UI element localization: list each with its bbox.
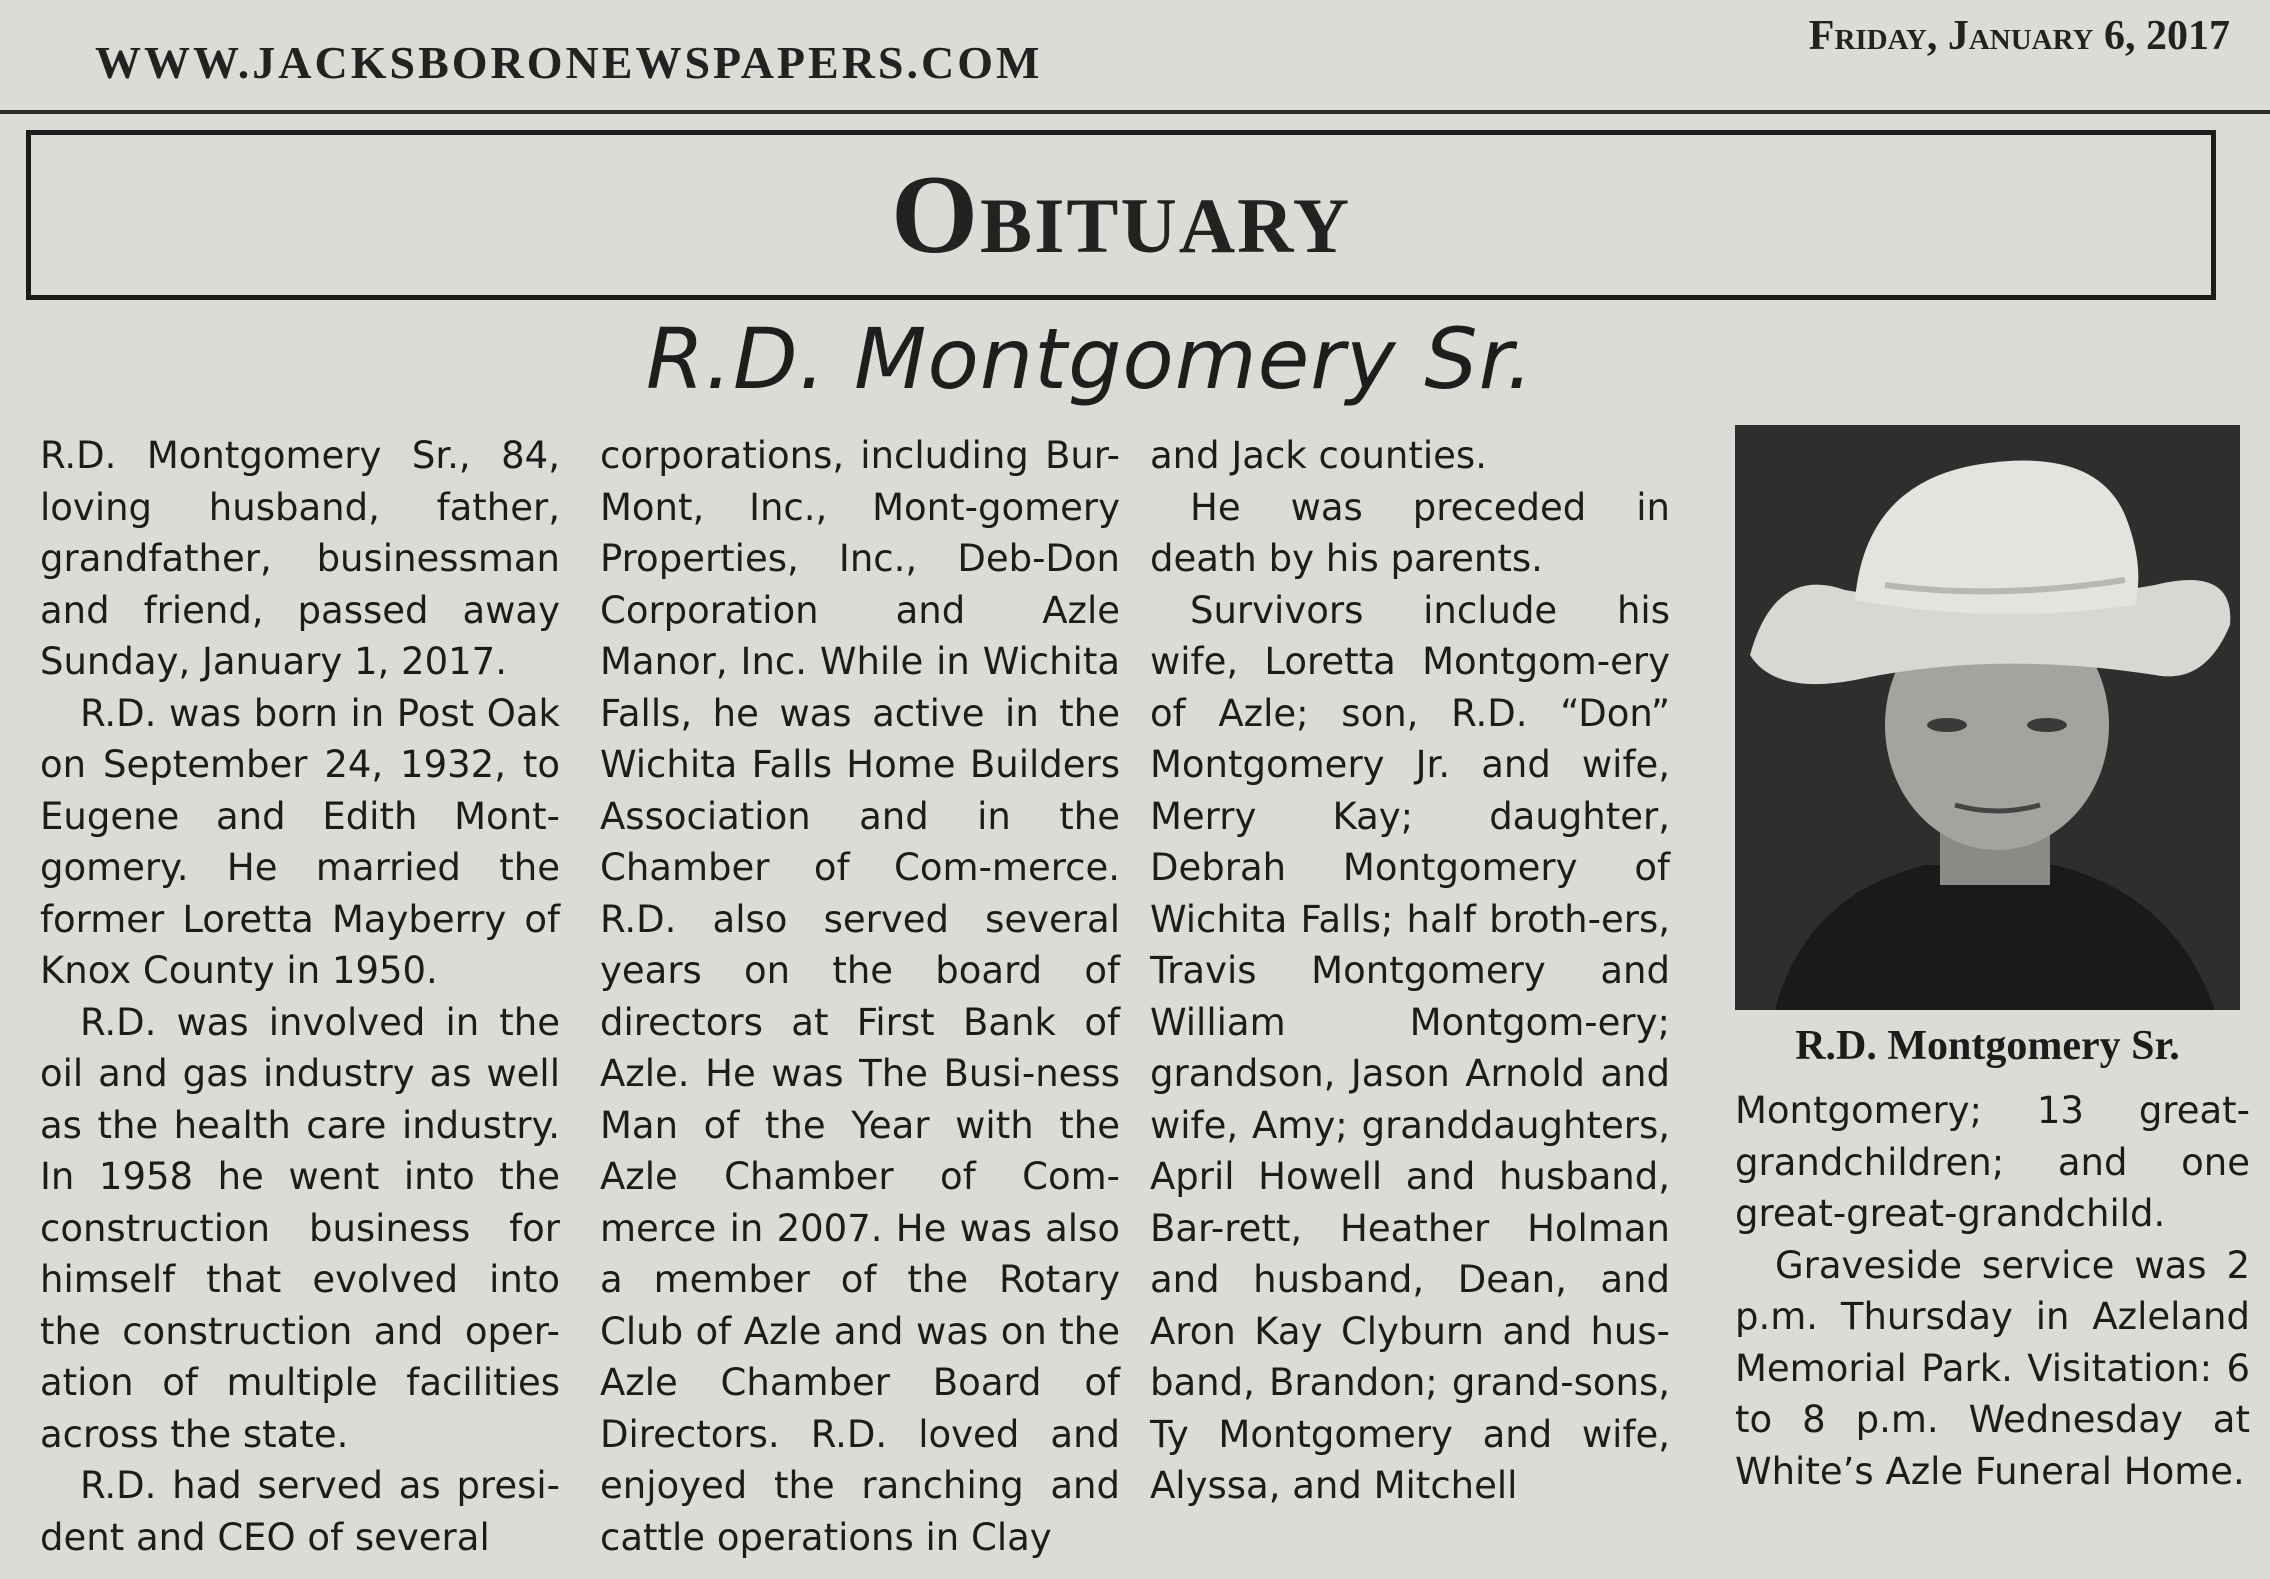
issue-date: Friday, January 6, 2017 — [1808, 13, 2230, 59]
header-rule — [0, 110, 2270, 114]
text-column-1 — [40, 430, 560, 1563]
section-title-box — [26, 130, 2216, 300]
paragraph: and Jack counties. — [1150, 434, 1487, 477]
paragraph: corporations, including Bur-Mont, Inc., Mont-gomery Properties, Inc., Deb-Don Corporation and Azle Manor, Inc. While in Wichita Falls, he was active in the Wichita Falls Home Builders Association and in the Chamber of Com-merce. R.D. also served several years on the board of directors at First Bank of Azle. He was The Busi-ness Man of the Year with the Azle Chamber of Com-merce in 2007. He was also a member of the Rotary Club of Azle and was on the Azle Chamber Board of Directors. R.D. loved and enjoyed the ranching and cattle operations in Clay — [600, 434, 1120, 1559]
site-url: WWW.JACKSBORONEWSPAPERS.COM — [95, 37, 1043, 88]
portrait-image — [1735, 425, 2240, 1010]
paragraph: Graveside service was 2 p.m. Thursday in Azleland Memorial Park. Visitation: 6 to 8 p.m. Wednesday at White’s Azle Funeral Home. — [1735, 1243, 2250, 1493]
paragraph: R.D. Montgomery Sr., 84, loving husband, father, grandfather, businessman and friend, passed away Sunday, January 1, 2017. — [40, 434, 560, 683]
paragraph: R.D. was involved in the oil and gas industry as well as the health care industry. In 1958 he went into the construction business for himself that evolved into the construction and oper-ation of multiple facilities across the state. — [40, 1000, 560, 1456]
paragraph: Montgomery; 13 great-grandchildren; and one great-great-grandchild. — [1735, 1089, 2250, 1235]
text-column-3 — [1150, 430, 1670, 1512]
obituary-headline: R.D. Montgomery Sr. — [645, 310, 1535, 408]
photo-caption: R.D. Montgomery Sr. — [1795, 1023, 2180, 1069]
paragraph: R.D. was born in Post Oak on September 24, 1932, to Eugene and Edith Mont-gomery. He married the former Loretta Mayberry of Knox County in 1950. — [40, 691, 560, 992]
portrait-photo — [1735, 425, 2240, 1010]
text-column-4 — [1735, 1085, 2250, 1497]
section-title: Obituary — [890, 152, 1352, 277]
text-column-2 — [600, 430, 1120, 1563]
paragraph: R.D. had served as presi-dent and CEO of several — [40, 1464, 560, 1559]
paragraph: He was preceded in death by his parents. — [1150, 485, 1670, 580]
paragraph: Survivors include his wife, Loretta Montgom-ery of Azle; son, R.D. “Don” Montgomery Jr. and wife, Merry Kay; daughter, Debrah Montgomery of Wichita Falls; half broth-ers, Travis Montgomery and William Montgom-ery; grandson, Jason Arnold and wife, Amy; granddaughters, April Howell and husband, Bar-rett, Heather Holman and husband, Dean, and Aron Kay Clyburn and hus-band, Brandon; grand-sons, Ty Montgomery and wife, Alyssa, and Mitchell — [1150, 588, 1670, 1507]
